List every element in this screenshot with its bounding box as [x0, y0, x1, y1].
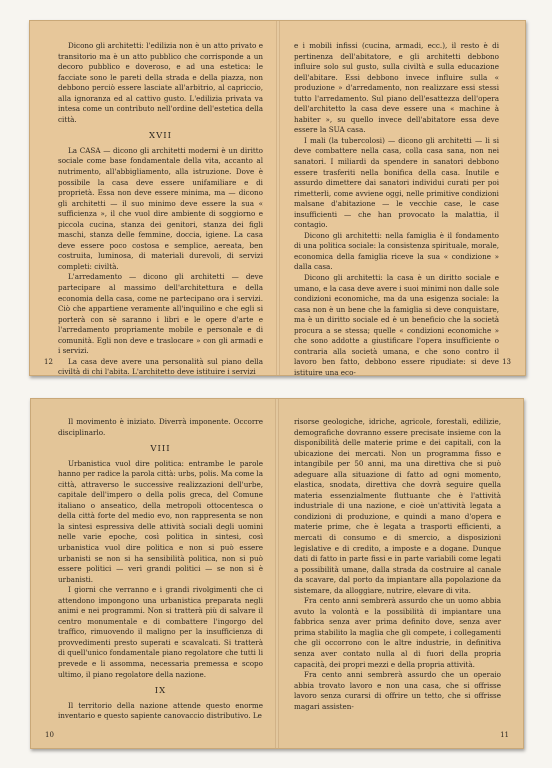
page-10	[31, 399, 277, 748]
page-13	[279, 21, 525, 375]
paragraph: Il movimento è iniziato. Diverrà imponente. Occorre disciplinarlo.	[58, 417, 263, 437]
chapter-heading: IX	[154, 686, 167, 697]
page-number: 13	[502, 358, 511, 367]
page-number: 11	[500, 731, 509, 740]
paragraph: Dicono gli architetti: la casa è un diritto sociale e umano, e la casa deve avere i suoi minimi non dalle sole condizioni economiche, ma da una esigenza sociale: la casa non è un bene che la famiglia si deve conquistare, ma è un diritto sociale ed è un beneficio che la società procura a se stessa; quelle « condizioni economiche » che sono addotte a giustificare l'opera insufficiente o contraria alla società umana, e che sono contro il lavoro ben fatto, debbono essere ripudiate: si deve istituire una eco-	[294, 273, 499, 377]
paragraph: L'arredamento — dicono gli architetti — deve partecipare al massimo dell'architettura e della economia della casa, come ne partecipano ora i servizi. Ciò che appartiene veramente all'inquilino e che egli si porterà con sè saranno i libri e le opere d'arte e l'arredamento propriamente mobile e personale e di comunità. Egli non deve e traslocare » con gli armadi e i servizi.	[58, 272, 263, 356]
page-11	[279, 399, 523, 748]
paragraph: e i mobili infissi (cucina, armadi, ecc.), il resto è di pertinenza dell'abitatore, e gli architetti debbono influire solo sul gusto, sulla civiltà e sulla educazione dell'abitare. Essi debbono invece influire sulla « produzione » d'arredamento, non realizzare essi stessi tutto l'arredamento. Sul piano dell'esattezza dell'opera dell'architetto la casa deve essere una « machine à habiter », su quello invece dell'abitatore essa deve essere la SUA casa.	[294, 41, 499, 135]
chapter-heading: XVII	[149, 131, 172, 142]
page-12-text-body	[58, 146, 263, 378]
page-12	[30, 21, 277, 375]
paragraph: Fra cento anni sembrerà assurdo che un operaio abbia trovato lavoro e non una casa, che si offrisse lavoro senza curarsi di offrire un tetto, che si offrisse magari assisten-	[294, 670, 501, 711]
page-number: 10	[45, 731, 54, 740]
paragraph: Fra cento anni sembrerà assurdo che un uomo abbia avuto la volontà e la possibilità di impiantare una fabbrica senza aver prima definito dove, senza aver prima stabilito la maglia che gli compete, i collegamenti che gli occorrono con le altre industrie, in definitiva senza aver contato nulla al di fuori della propria capacità, dei propri mezzi e della propria attività.	[294, 596, 501, 669]
paragraph: I giorni che verranno e i grandi rivolgimenti che ci attendono impongono una urbanistica preparata negli animi e nei programmi. Non si tratterà più di salvare il centro monumentale e di combattere l'ingorgo del traffico, rimuovendo il maligno per la insufficienza di provvedimenti presto superati e scavalcati. Si tratterà di quell'unico fondamentale piano regolatore che tutti li prevede e li assomma, necessaria premessa e scopo ultimo, il piano regolatore della nazione.	[58, 585, 263, 679]
paragraph: I mali (la tubercolosi) — dicono gli architetti — li si deve combattere nella casa, colla casa sana, non nei sanatori. I miliardi da spendere in sanatori debbono essere trasferiti nella bonifica della casa. Inutile e assurdo dimettere dai sanatori individui curati per poi rimetterli, come avviene oggi, nelle primitive condizioni malsane d'abitazione — le vecchie case, le case insufficienti — che han provocato la malattia, il contagio.	[294, 135, 499, 230]
spread-pages-12-13	[29, 20, 526, 376]
paragraph: Dicono gli architetti: l'edilizia non è un atto privato e transitorio ma è un atto pubblico che corrisponde a un decoro pubblico e doveroso, e ad una estetica: le facciate sono le pareti della strada e della piazza, non debbono perciò essere lasciate all'arbitrio, al capriccio, alla ignoranza ed al cattivo gusto. L'edilizia privata va intesa come un contributo nell'ordine dell'estetica della città.	[58, 41, 263, 124]
page-number: 12	[44, 358, 53, 367]
paragraph: Urbanistica vuol dire politica: entrambe le parole hanno per radice la parola città: urbs, polis. Ma come la città, attraverso le successive realizzazioni dell'urbe, capitale dell'impero o della polis greca, del Comune italiano o anseatico, della metropoli ottocentesca o della città forte del medio evo, non rappresenta se non la sintesi espressiva delle attività sociali degli uomini nelle varie epoche, così politica in sintesi, così urbanistica vuol dire politica e non si può essere urbanisti se non si ha sensibilità politica, non si può essere politici — veri grandi politici — se non si è urbanisti.	[58, 458, 263, 584]
paragraph: La CASA — dicono gli architetti moderni è un diritto sociale come base fondamentale della vita, accanto al nutrimento, all'abbigliamento, alla istruzione. Dove è possibile la casa deve essere unifamiliare e di proprietà. Essa non deve essere minima, ma — dicono gli architetti — il suo minimo deve essere la sua « sufficienza », il che vuol dire ambiente di soggiorno e piccola cucina, stanza dei genitori, stanza dei figli maschi, stanza delle femmine, doccia, igiene. La casa deve essere poco costosa e semplice, aereata, ben costruita, luminosa, di materiali durevoli, di servizi completi: civiltà.	[58, 145, 263, 271]
paragraph: La casa deve avere una personalità sul piano della civiltà di chi l'abita. L'architetto deve istituire i servizi	[58, 356, 263, 377]
page-12-text-intro	[58, 41, 263, 125]
spread-pages-10-11	[30, 398, 524, 749]
paragraph: Il territorio della nazione attende questo enorme inventario e questo sapiente canovaccio distributivo. Le	[58, 700, 263, 721]
paragraph: Dicono gli architetti: nella famiglia è il fondamento di una politica sociale: la consistenza spirituale, morale, economica della famiglia riceve la sua « condizione » dalla casa.	[294, 230, 499, 272]
chapter-heading: VIII	[150, 444, 171, 455]
paragraph: risorse geologiche, idriche, agricole, forestali, edilizie, demografiche dovranno essere precisate insieme con la disponibilità delle materie prime e dei capitali, con la ubicazione dei mercati. Non un programma fisso e intangibile per 50 anni, ma una direttiva che si può adeguare alla situazione di fatto ad ogni momento, elastica, snodata, direttiva che dovrà seguire quella materia essenzialmente fluttuante che è l'attività industriale di una nazione, e cioè un'attività legata a condizioni di produzione, e quindi a mano d'opera e materie prime, che è legata a trasporti efficienti, a mercati di consumo e di smercio, a disposizioni legislative e di credito, a imposte e a dogane. Dunque dati di fatto in parte fissi e in parte variabili come legati a possibilità umane, dalla strada da costruire al canale da scavare, dal porto da impiantare alla popolazione da sistemare, da alloggiare, nutrire, elevare di vita.	[294, 417, 501, 595]
